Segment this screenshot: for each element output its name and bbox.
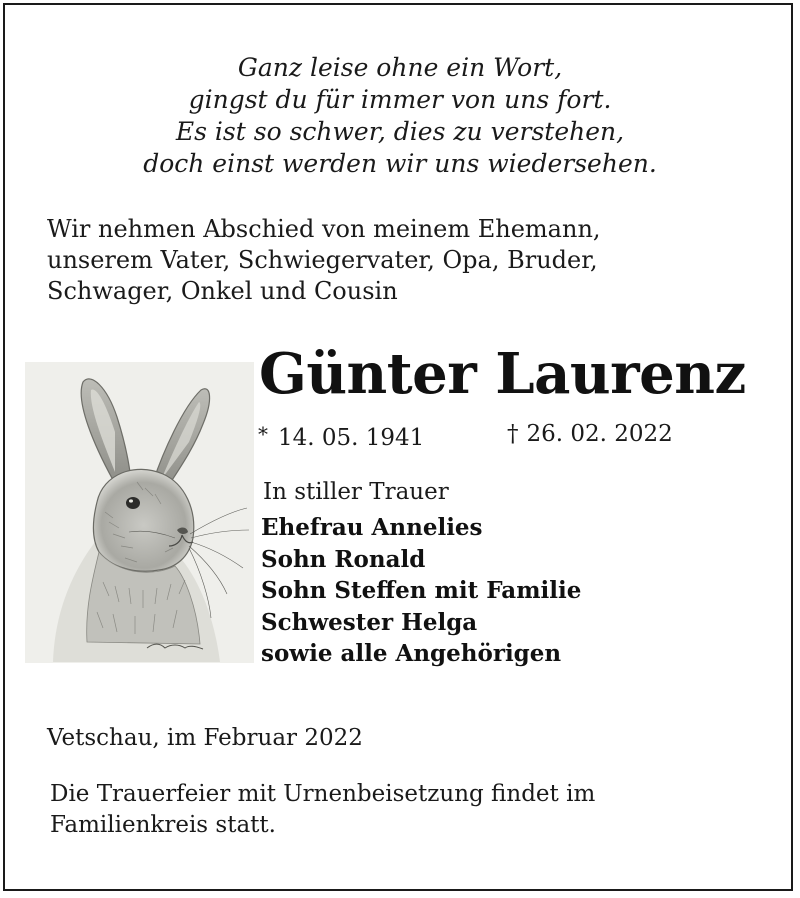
life-dates <box>258 419 778 449</box>
farewell-intro <box>47 214 767 307</box>
poem <box>0 52 800 180</box>
ceremony-line: Familienkreis statt. <box>50 812 276 838</box>
birth-date: 14. 05. 1941 <box>278 425 425 451</box>
death-cross-icon: † <box>507 421 519 447</box>
mourner-item: Sohn Ronald <box>261 545 426 573</box>
mourner-item: Ehefrau Annelies <box>261 514 483 541</box>
intro-line: unserem Vater, Schwiegervater, Opa, Bruder, <box>47 246 598 274</box>
birth-date-group <box>258 419 424 453</box>
death-date-group <box>507 419 673 449</box>
deceased-name: Günter Laurenz <box>259 341 746 407</box>
rabbit-sketch-image <box>25 362 254 663</box>
poem-line: gingst du für immer von uns fort. <box>188 85 612 114</box>
birth-star-icon: * <box>258 422 268 446</box>
ceremony-line: Die Trauerfeier mit Urnenbeisetzung findet im <box>50 781 596 807</box>
death-date: 26. 02. 2022 <box>526 421 673 447</box>
poem-line: Ganz leise ohne ein Wort, <box>237 53 563 82</box>
intro-line: Schwager, Onkel und Cousin <box>47 277 398 305</box>
poem-line: doch einst werden wir uns wiedersehen. <box>143 149 657 178</box>
mourner-item: Schwester Helga <box>261 608 478 636</box>
mourner-item: sowie alle Angehörigen <box>261 640 562 667</box>
mourning-heading: In stiller Trauer <box>263 479 449 505</box>
mourners-list <box>261 512 781 670</box>
mourner-item: Sohn Steffen mit Familie <box>261 577 582 604</box>
place-and-date: Vetschau, im Februar 2022 <box>47 725 363 751</box>
poem-line: Es ist so schwer, dies zu verstehen, <box>175 117 625 146</box>
intro-line: Wir nehmen Abschied von meinem Ehemann, <box>47 215 601 243</box>
ceremony-notice <box>50 779 750 841</box>
